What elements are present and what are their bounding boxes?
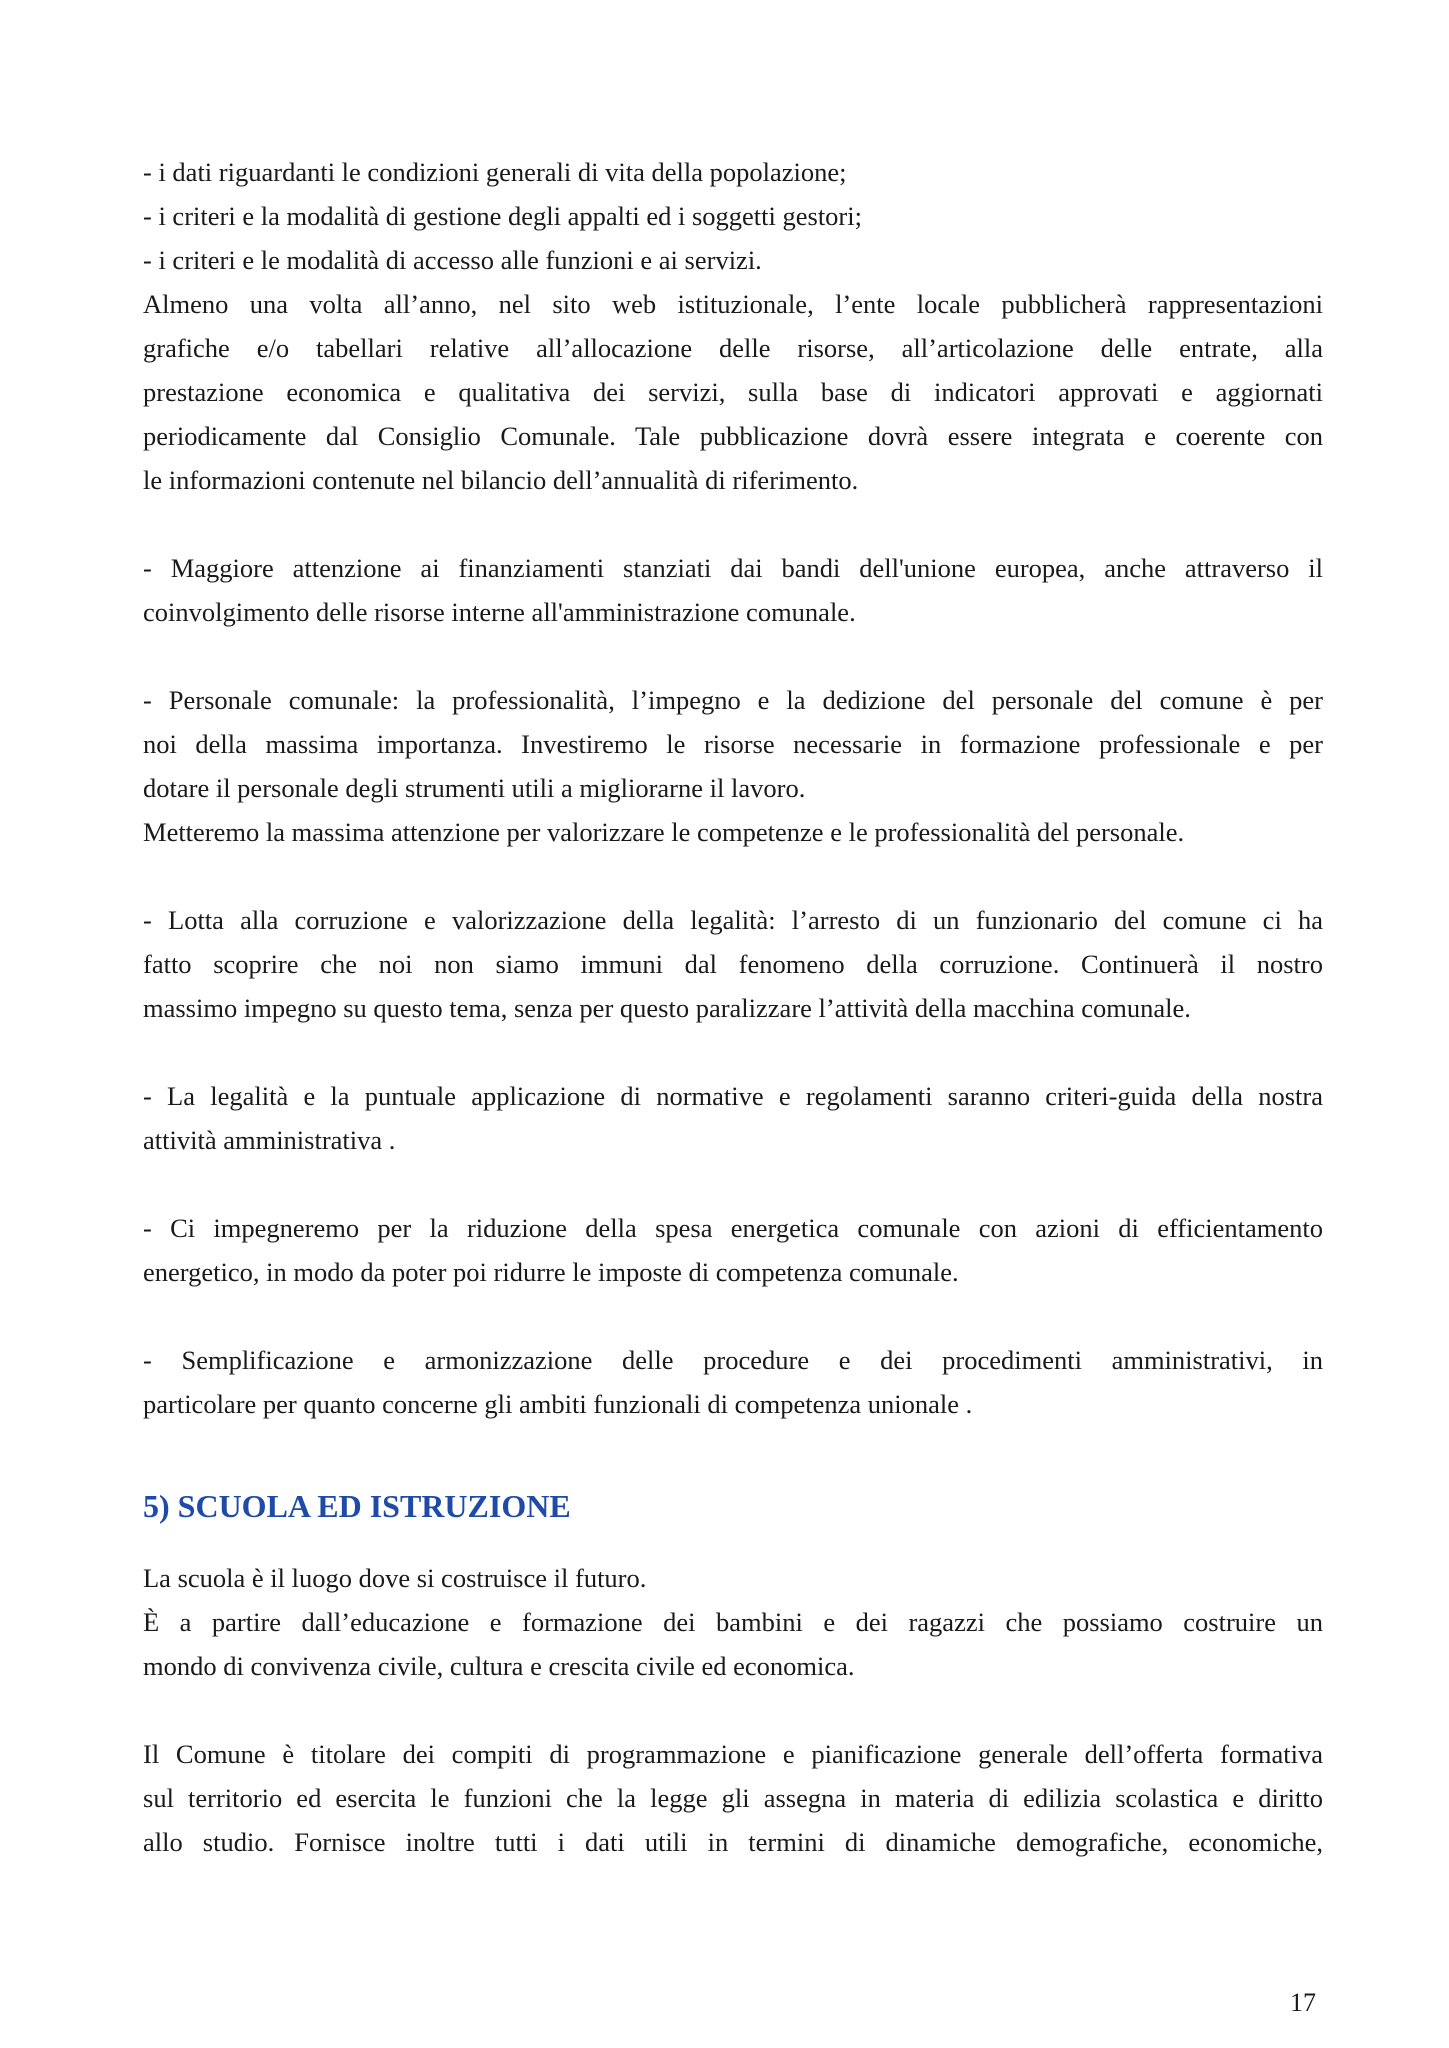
paragraph-scuola (143, 1556, 1323, 1688)
paragraph-line: La scuola è il luogo dove si costruisce il futuro. (143, 1563, 647, 1593)
paragraph-gap (143, 502, 1323, 546)
paragraph-line: - La legalità e la puntuale applicazione di normative e regolamenti saranno criteri-guida della nostra (143, 1081, 1323, 1111)
paragraph-semplificazione (143, 1338, 1323, 1426)
paragraph-line: - Semplificazione e armonizzazione delle procedure e dei procedimenti amministrativi, in (143, 1345, 1323, 1375)
paragraph-line: allo studio. Fornisce inoltre tutti i dati utili in termini di dinamiche demografiche, economiche, (143, 1827, 1323, 1857)
page-content (143, 150, 1323, 1864)
paragraph-line: periodicamente dal Consiglio Comunale. Tale pubblicazione dovrà essere integrata e coerente con (143, 421, 1323, 451)
intro-list (143, 150, 1323, 282)
section-heading: 5) SCUOLA ED ISTRUZIONE (143, 1488, 571, 1524)
paragraph-line: le informazioni contenute nel bilancio dell’annualità di riferimento. (143, 465, 859, 495)
paragraph-line: energetico, in modo da poter poi ridurre le imposte di competenza comunale. (143, 1257, 959, 1287)
paragraph-gap (143, 1030, 1323, 1074)
page-number: 17 (1290, 1988, 1316, 2017)
paragraph-gap (143, 634, 1323, 678)
paragraph-corruzione (143, 898, 1323, 1030)
paragraph-line: - Ci impegneremo per la riduzione della spesa energetica comunale con azioni di efficientamento (143, 1213, 1323, 1243)
paragraph-line: È a partire dall’educazione e formazione dei bambini e dei ragazzi che possiamo costruire un (143, 1607, 1323, 1637)
paragraph-pubblicazione (143, 282, 1323, 502)
paragraph-gap (143, 854, 1323, 898)
paragraph-line: Il Comune è titolare dei compiti di programmazione e pianificazione generale dell’offerta formativa (143, 1739, 1323, 1769)
paragraph-line: attività amministrativa . (143, 1125, 396, 1155)
paragraph-gap (143, 1162, 1323, 1206)
paragraph-line: dotare il personale degli strumenti utili a migliorarne il lavoro. (143, 773, 806, 803)
paragraph-line: sul territorio ed esercita le funzioni che la legge gli assegna in materia di edilizia scolastica e diritto (143, 1783, 1323, 1813)
paragraph-legalita (143, 1074, 1323, 1162)
paragraph-line: noi della massima importanza. Investiremo le risorse necessarie in formazione professionale e per (143, 729, 1323, 759)
paragraph-line: - Personale comunale: la professionalità, l’impegno e la dedizione del personale del comune è per (143, 685, 1323, 715)
paragraph-line: Metteremo la massima attenzione per valorizzare le competenze e le professionalità del personale. (143, 817, 1185, 847)
paragraph-gap (143, 1294, 1323, 1338)
paragraph-line: grafiche e/o tabellari relative all’allocazione delle risorse, all’articolazione delle entrate, alla (143, 333, 1323, 363)
intro-item: - i criteri e le modalità di accesso alle funzioni e ai servizi. (143, 245, 762, 275)
paragraph-gap (143, 1688, 1323, 1732)
paragraph-line: - Lotta alla corruzione e valorizzazione della legalità: l’arresto di un funzionario del comune ci ha (143, 905, 1323, 935)
paragraph-line: particolare per quanto concerne gli ambiti funzionali di competenza unionale . (143, 1389, 973, 1419)
paragraph-line: - Maggiore attenzione ai finanziamenti stanziati dai bandi dell'unione europea, anche attraverso il (143, 553, 1323, 583)
paragraph-finanziamenti (143, 546, 1323, 634)
paragraph-energia (143, 1206, 1323, 1294)
intro-item: - i criteri e la modalità di gestione degli appalti ed i soggetti gestori; (143, 201, 862, 231)
paragraph-line: massimo impegno su questo tema, senza per questo paralizzare l’attività della macchina comunale. (143, 993, 1191, 1023)
paragraph-personale (143, 678, 1323, 854)
paragraph-line: fatto scoprire che noi non siamo immuni dal fenomeno della corruzione. Continuerà il nostro (143, 949, 1323, 979)
paragraph-comune (143, 1732, 1323, 1864)
paragraph-line: prestazione economica e qualitativa dei servizi, sulla base di indicatori approvati e aggiornati (143, 377, 1323, 407)
paragraph-line: coinvolgimento delle risorse interne all'amministrazione comunale. (143, 597, 856, 627)
paragraph-line: mondo di convivenza civile, cultura e crescita civile ed economica. (143, 1651, 855, 1681)
intro-item: - i dati riguardanti le condizioni generali di vita della popolazione; (143, 157, 847, 187)
paragraph-line: Almeno una volta all’anno, nel sito web istituzionale, l’ente locale pubblicherà rappresentazioni (143, 289, 1323, 319)
